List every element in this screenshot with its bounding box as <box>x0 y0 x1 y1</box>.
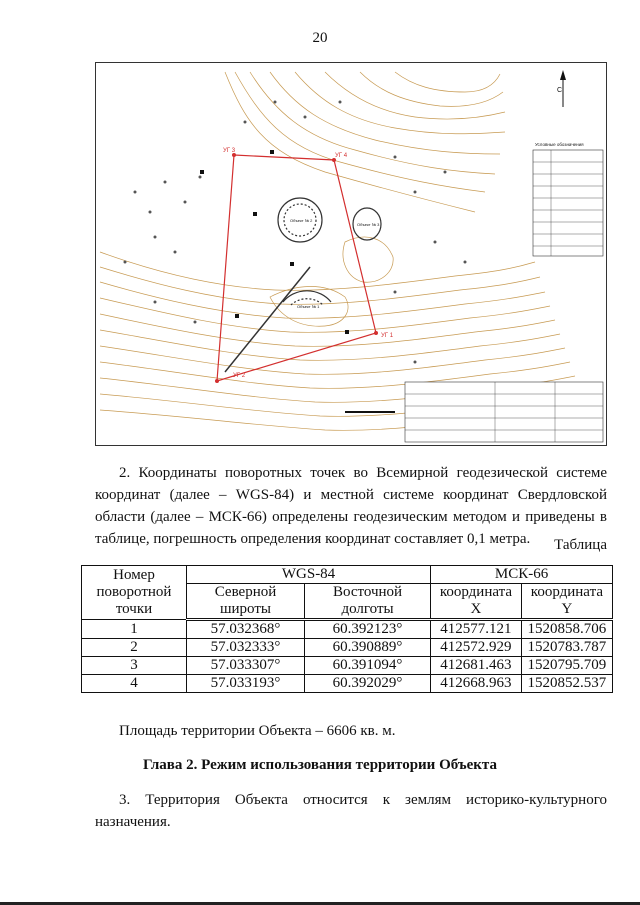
latitude: 57.033307° <box>187 657 305 675</box>
point-number: 2 <box>82 639 187 657</box>
svg-text:Объект № 3: Объект № 3 <box>357 222 380 227</box>
table-caption: Таблица <box>554 537 607 553</box>
object-boundary <box>217 155 376 381</box>
header-point-number: Номер поворотной точки <box>82 566 187 620</box>
point-number: 1 <box>82 620 187 639</box>
table-row <box>82 657 613 675</box>
table-row <box>82 675 613 693</box>
paragraph-2: 2. Координаты поворотных точек во Всемирной геодезической системе координат (далее – WGS-84) и местной системе координат Свердловской области (далее – МСК-66) определены геодезическим методом и приведены в таблице, погрешность определения координат составляет 0,1 метра. <box>95 465 607 547</box>
coord-y: 1520858.706 <box>521 620 612 639</box>
svg-text:УГ 1: УГ 1 <box>381 333 394 339</box>
svg-text:Объект № 2: Объект № 2 <box>290 218 313 223</box>
header-latitude: Северной широты <box>187 584 305 620</box>
area-statement: Площадь территории Объекта – 6606 кв. м. <box>119 723 396 739</box>
svg-text:УГ 2: УГ 2 <box>233 373 246 379</box>
svg-text:Объект № 1: Объект № 1 <box>297 304 320 309</box>
header-wgs84: WGS-84 <box>187 566 431 584</box>
svg-text:УГ 4: УГ 4 <box>335 153 348 159</box>
header-coord-y: координата Y <box>521 584 612 620</box>
longitude: 60.392123° <box>305 620 431 639</box>
table-row <box>82 620 613 639</box>
coord-x: 412681.463 <box>431 657 522 675</box>
longitude: 60.390889° <box>305 639 431 657</box>
coord-y: 1520783.787 <box>521 639 612 657</box>
coord-y: 1520795.709 <box>521 657 612 675</box>
trees <box>124 101 467 364</box>
coord-x: 412577.121 <box>431 620 522 639</box>
header-msk66: МСК-66 <box>431 566 613 584</box>
header-longitude: Восточной долготы <box>305 584 431 620</box>
page-number: 20 <box>312 30 328 46</box>
svg-text:С: С <box>557 87 563 94</box>
coord-x: 412572.929 <box>431 639 522 657</box>
latitude: 57.032333° <box>187 639 305 657</box>
coord-y: 1520852.537 <box>521 675 612 693</box>
point-number: 4 <box>82 675 187 693</box>
table-row <box>82 639 613 657</box>
svg-text:Условные обозначения: Условные обозначения <box>535 142 584 147</box>
coord-x: 412668.963 <box>431 675 522 693</box>
paragraph-3: 3. Территория Объекта относится к землям историко-культурного назначения. <box>95 792 607 830</box>
chapter-title: Глава 2. Режим использования территории Объекта <box>143 757 497 773</box>
coordinates-table <box>81 565 613 693</box>
longitude: 60.391094° <box>305 657 431 675</box>
svg-text:УГ 3: УГ 3 <box>223 148 236 154</box>
latitude: 57.032368° <box>187 620 305 639</box>
contour-lines <box>100 72 575 430</box>
longitude: 60.392029° <box>305 675 431 693</box>
latitude: 57.033193° <box>187 675 305 693</box>
header-coord-x: координата X <box>431 584 522 620</box>
point-number: 3 <box>82 657 187 675</box>
site-plan-map <box>95 62 607 446</box>
